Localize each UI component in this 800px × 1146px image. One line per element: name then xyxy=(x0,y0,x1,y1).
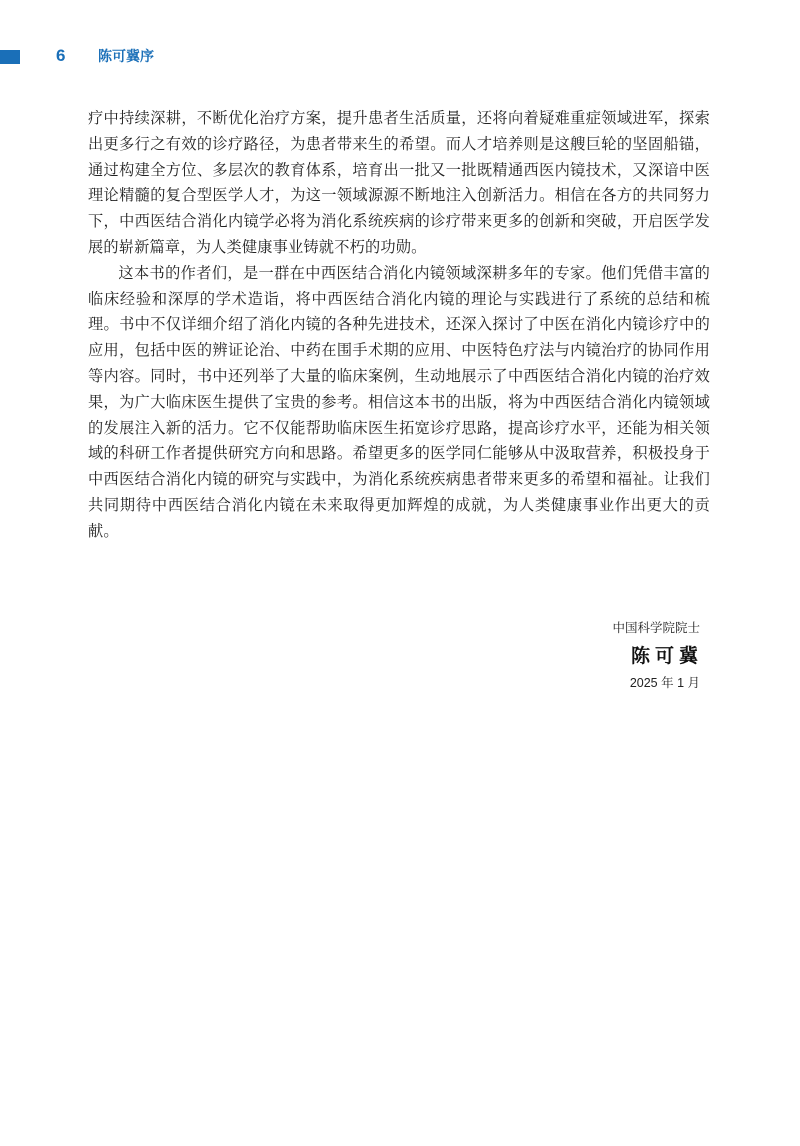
paragraph-continued: 疗中持续深耕，不断优化治疗方案，提升患者生活质量，还将向着疑难重症领域进军，探索出更多行之有效的诊疗路径，为患者带来生的希望。而人才培养则是这艘巨轮的坚固船锚，通过构建全方位、多层次的教育体系，培育出一批又一批既精通西医内镜技术，又深谙中医理论精髓的复合型医学人才，为这一领域源源不断地注入创新活力。相信在各方的共同努力下，中西医结合消化内镜学必将为消化系统疾病的诊疗带来更多的创新和突破，开启医学发展的崭新篇章，为人类健康事业铸就不朽的功勋。 xyxy=(88,109,710,256)
paragraph-about-authors: 这本书的作者们，是一群在中西医结合消化内镜领域深耕多年的专家。他们凭借丰富的临床经验和深厚的学术造诣，将中西医结合消化内镜的理论与实践进行了系统的总结和梳理。书中不仅详细介绍了消化内镜的各种先进技术，还深入探讨了中医在消化内镜诊疗中的应用，包括中医的辨证论治、中药在围手术期的应用、中医特色疗法与内镜治疗的协同作用等内容。同时，书中还列举了大量的临床案例，生动地展示了中西医结合消化内镜的治疗效果，为广大临床医生提供了宝贵的参考。相信这本书的出版，将为中西医结合消化内镜领域的发展注入新的活力。它不仅能帮助临床医生拓宽诊疗思路，提高诊疗水平，还能为相关领域的科研工作者提供研究方向和思路。希望更多的医学同仁能够从中汲取营养，积极投身于中西医结合消化内镜的研究与实践中，为消化系统疾病患者带来更多的希望和福祉。让我们共同期待中西医结合消化内镜在未来取得更加辉煌的成就，为人类健康事业作出更大的贡献。 xyxy=(88,263,710,540)
author-signature-name: 陈可冀 xyxy=(630,645,703,667)
signature-date: 2025 年 1 月 xyxy=(629,676,700,690)
running-header-title: 陈可冀序 xyxy=(98,49,154,65)
page-number: 6 xyxy=(56,46,66,65)
preface-body xyxy=(88,106,710,545)
signature-block xyxy=(612,618,703,693)
header-accent-bar xyxy=(0,50,20,64)
author-affiliation: 中国科学院院士 xyxy=(612,620,700,635)
